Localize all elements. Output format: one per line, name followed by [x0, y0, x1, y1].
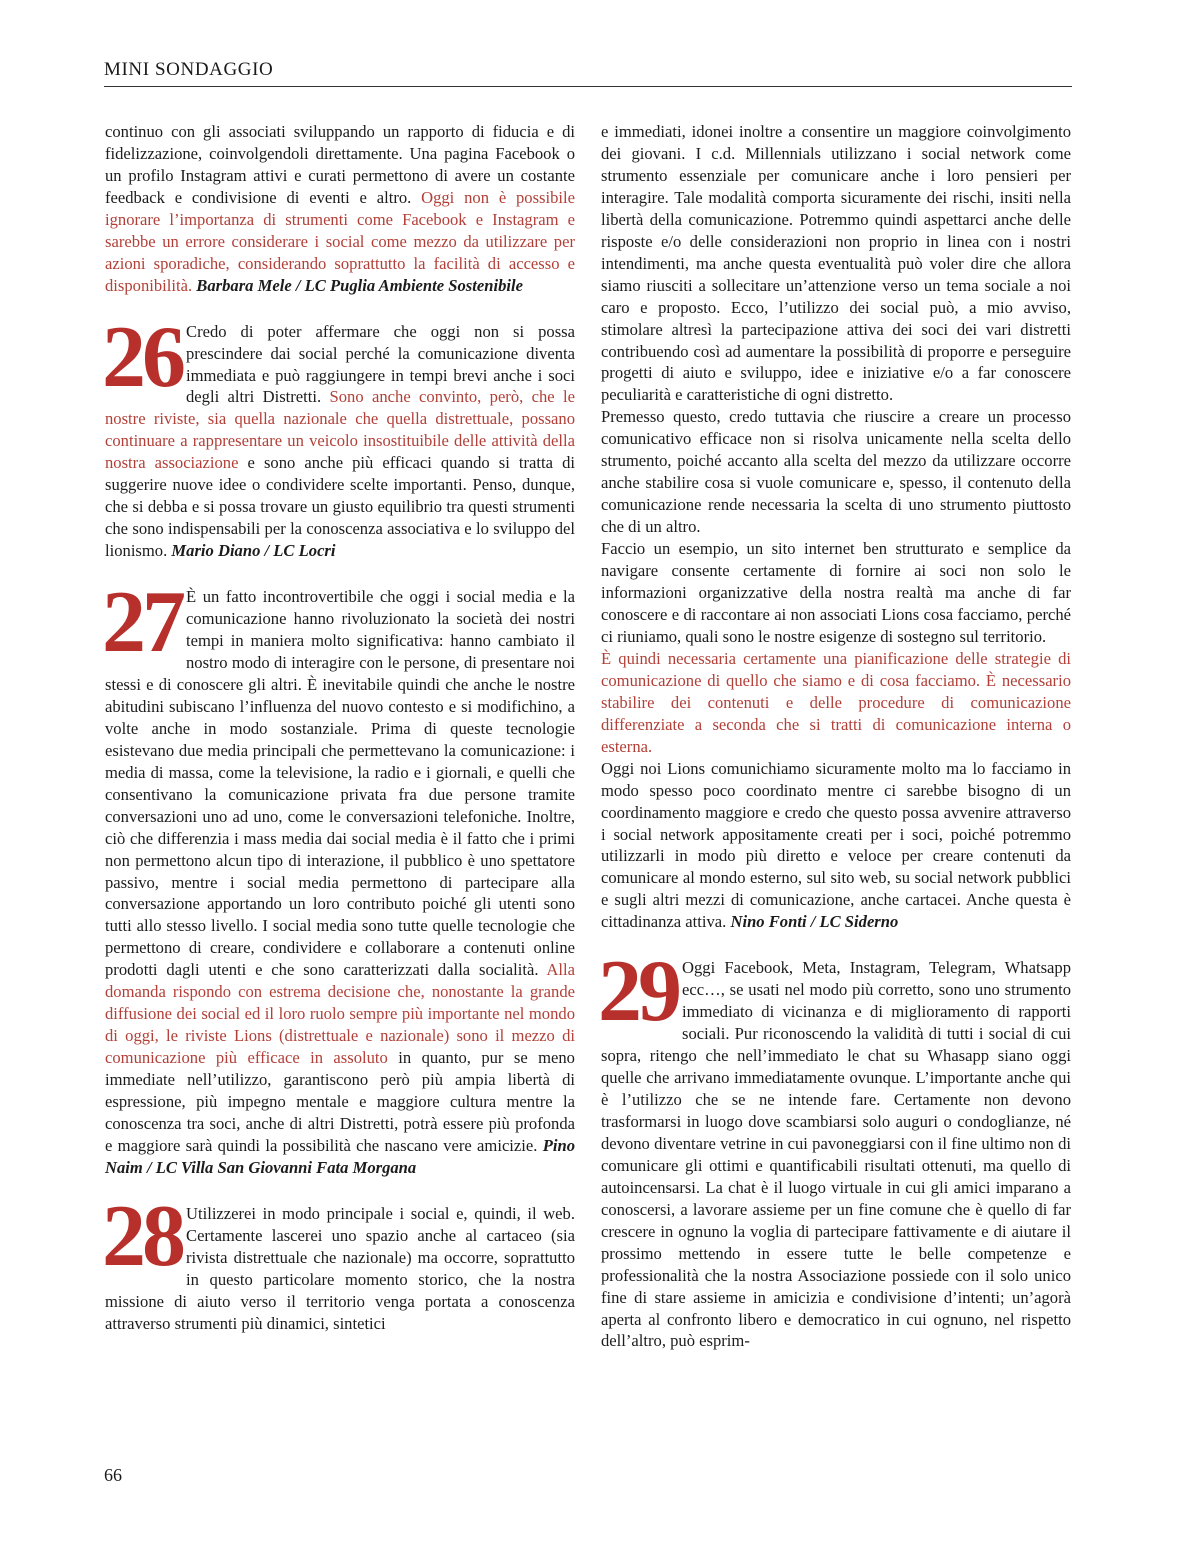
- right-column: [598, 121, 1071, 1352]
- answer-28: [102, 1187, 575, 1335]
- intro-signature: Barbara Mele / LC Puglia Ambiente Sostenibile: [196, 275, 523, 295]
- answer-27-highlight: Alla domanda rispondo con estrema decisione che, nonostante la grande diffusione dei social ed il loro ruolo sempre più importante nel mondo di oggi, le riviste Lions (distrettuale e nazionale) sono il mezzo di comunicazione più efficace in assoluto: [105, 960, 575, 1068]
- intro-paragraph: [105, 121, 575, 297]
- page-header: [104, 56, 1072, 87]
- answer-number-26: 26: [102, 308, 182, 406]
- answer-27: [102, 574, 575, 1179]
- section-title: MINI SONDAGGIO: [104, 59, 274, 80]
- answer-27-text-cont: in quanto, pur se meno immediate nell’utilizzo, garantiscono però più ampia libertà di espressione, più impegno mentale e maggiore cultura mentre la conoscenza tra soci, anche di altri Distretti, potrà essere più profonda e maggiore sarà quindi la possibilità che nascano vere amicizie.: [105, 1048, 575, 1155]
- answer-26: [102, 308, 576, 562]
- answer-26-text-cont: e sono anche più efficaci quando si tratta di suggerire nuove idee o condividere scelte importanti. Penso, dunque, che si debba e si possa trovare un giusto equilibrio tra questi strumenti che sono indispensabili per la conoscenza associativa e lo sviluppo del lionismo.: [105, 453, 575, 561]
- answer-number-28: 28: [102, 1187, 182, 1285]
- answer-28-paragraph-4: [601, 758, 1071, 934]
- answer-27-text: È un fatto incontrovertibile che oggi i social media e la comunicazione hanno rivoluzionato la società dei nostri tempi in maniera molto significativa: hanno cambiato il nostro modo di interagire con le persone, di presentare noi stessi e di conoscere gli altri. È inevitabile quindi che anche le nostre abitudini subiscano l’influenza del nuovo contesto e si modifichino, a volte anche in modo sostanziale. Prima di queste tecnologie esistevano due media principali che permettevano la comunicazione: i media di massa, come la televisione, la radio e i giornali, e quelli che consentivano la comunicazione privata fra due persone tramite conversazioni uno ad uno, come le conversazioni telefoniche. Inoltre, ciò che differenzia i mass media dai social media è il fatto che i primi non permettono alcun tipo di interazione, il pubblico è uno spettatore passivo, mentre i social media permettono di partecipare alla conversazione apportando un loro contributo poiché gli utenti sono tutti allo stesso livello. I social media sono tutte quelle tecnologie che permettono di creare, condividere e collaborare a contenuti online prodotti dagli utenti e che sono caratterizzati dalla socialità.: [105, 587, 575, 980]
- answer-28-paragraph-4-text: Oggi noi Lions comunichiamo sicuramente molto ma lo facciamo in modo spesso poco coordinato mentre ci sarebbe bisogno di un coordinamento maggiore e credo che questo possa avvenire attraverso i social network appositamente creati per i soci, poiché potremmo utilizzarli in modo più diretto e veloce per creare contenuti da comunicare al mondo esterno, sul sito web, su social network pubblici e sugli altri mezzi di comunicazione, anche cartacei. Anche questa è cittadinanza attiva.: [601, 758, 1071, 932]
- answer-28-text: Utilizzerei in modo principale i social e, quindi, il web. Certamente lascerei uno spazio anche al cartaceo (sia rivista distrettuale che nazionale) ma occorre, soprattutto in questo particolare momento storico, che la nostra missione di aiuto verso il territorio venga portata a conoscenza attraverso strumenti più dinamici, sintetici: [105, 1203, 575, 1333]
- answer-29-text: Oggi Facebook, Meta, Instagram, Telegram, Whatsapp ecc…, se usati nel modo più corretto, sono uno strumento immediato di vicinanza e di miglioramento di rapporti sociali. Pur riconoscendo la validità di tutti i social di cui sopra, ritengo che nell’immediato le chat su Whasapp siano oggi quelle che arrivano immediatamente ovunque. L’importante anche qui è l’utilizzo che se ne intende fare. Certamente non devono trasformarsi in luogo dove scambiarsi solo auguri o condoglianze, né devono diventare vetrine in cui pavoneggiarsi con il fine ultimo non di comunicare gli ottimi e quantificabili risultati ottenuti, ma quello di autoincensarsi. La chat è il luogo virtuale in cui gli amici imparano a conoscersi, a lavorare assieme per un fine comune che è quello di far crescere in ognuno la voglia di partecipare fattivamente e di aiutare il prossimo mettendo in essere tutte le belle competenze e professionalità che la nostra Associazione possiede con il solo unico fine di stare assieme in amicizia e condivisione d’intenti; un’agorà aperta al confronto libero e democratico in cui ognuno, nel rispetto dell’altro, può esprim-: [601, 958, 1071, 1351]
- answer-26-highlight: Sono anche convinto, però, che le nostre riviste, sia quella nazionale che quella distrettuale, possano continuare a rappresentare un veicolo insostituibile delle attività della nostra associazione: [105, 387, 576, 473]
- answer-27-signature: Pino Naim / LC Villa San Giovanni Fata Morgana: [105, 1135, 575, 1177]
- answer-number-27: 27: [102, 574, 182, 672]
- intro-text: continuo con gli associati sviluppando un rapporto di fiducia e di fidelizzazione, coinvolgendoli direttamente. Una pagina Facebook o un profilo Instagram attivi e curati permettono di avere un costante feedback e condivisione di eventi e altro.: [105, 122, 575, 207]
- answer-26-text: Credo di poter affermare che oggi non si possa prescindere dai social perché la comunicazione diventa immediata e può raggiungere in tempi brevi anche i soci degli altri Distretti.: [186, 321, 575, 407]
- answer-28-paragraph-2: Premesso questo, credo tuttavia che riuscire a creare un processo comunicativo efficace non si risolva unicamente nella scelta dello strumento, poiché accanto alla scelta del mezzo da utilizzare occorre anche stabilire cosa si vuole comunicare e, spesso, il contenuto della comunicazione rende necessaria la scelta di uno strumento piuttosto che di un altro.: [601, 407, 1071, 537]
- page-number: 66: [104, 1465, 122, 1485]
- intro-highlight: Oggi non è possibile ignorare l’importanza di strumenti come Facebook e Instagram e sarebbe un errore considerare i social come mezzo da utilizzare per azioni sporadiche, considerando soprattutto la facilità di accesso e disponibilità.: [105, 187, 575, 295]
- answer-28-signature: Nino Fonti / LC Siderno: [730, 912, 899, 932]
- answer-number-29: 29: [598, 943, 678, 1041]
- answer-28-highlight: È quindi necessaria certamente una pianificazione delle strategie di comunicazione di quello che siamo e di cosa facciamo. È necessario stabilire dei contenuti e delle procedure di comunicazione differenziate a seconda che si tratti di comunicazione interna o esterna.: [601, 648, 1071, 756]
- answer-26-signature: Mario Diano / LC Locri: [171, 541, 336, 561]
- answer-28-continued: e immediati, idonei inoltre a consentire un maggiore coinvolgimento dei giovani. I c.d. Millennials utilizzano i social network come strumento essenziale per comunicare anche i loro pensieri per interagire. Tale modalità comporta sicuramente dei rischi, insiti nella libertà della comunicazione. Potremmo quindi aspettarci anche delle risposte e/o delle considerazioni non proprio in linea con i nostri intendimenti, ma anche questa eventualità può voler dire che allora siamo riusciti a sollecitare un’attenzione verso un tema sociale a noi caro e proposto. Ecco, l’utilizzo dei social può, a mio avviso, stimolare altresì la partecipazione attiva dei soci dei vari distretti contribuendo così ad aumentare la possibilità di proporre e perseguire progetti di aiuto e sviluppo, idee e iniziative e/o a far conoscere peculiarità e caratteristiche di ogni distretto.: [601, 122, 1071, 405]
- answer-28-paragraph-3: Faccio un esempio, un sito internet ben strutturato e semplice da navigare consente certamente di fornire ai soci non solo le informazioni organizzative della nostra realtà ma anche di far conoscere e di raccontare ai non associati Lions cosa facciamo, perché ci riuniamo, quali sono le nostre esigenze di sostegno sul territorio.: [601, 539, 1071, 646]
- left-column: [102, 121, 576, 1335]
- answer-29: [598, 943, 1071, 1352]
